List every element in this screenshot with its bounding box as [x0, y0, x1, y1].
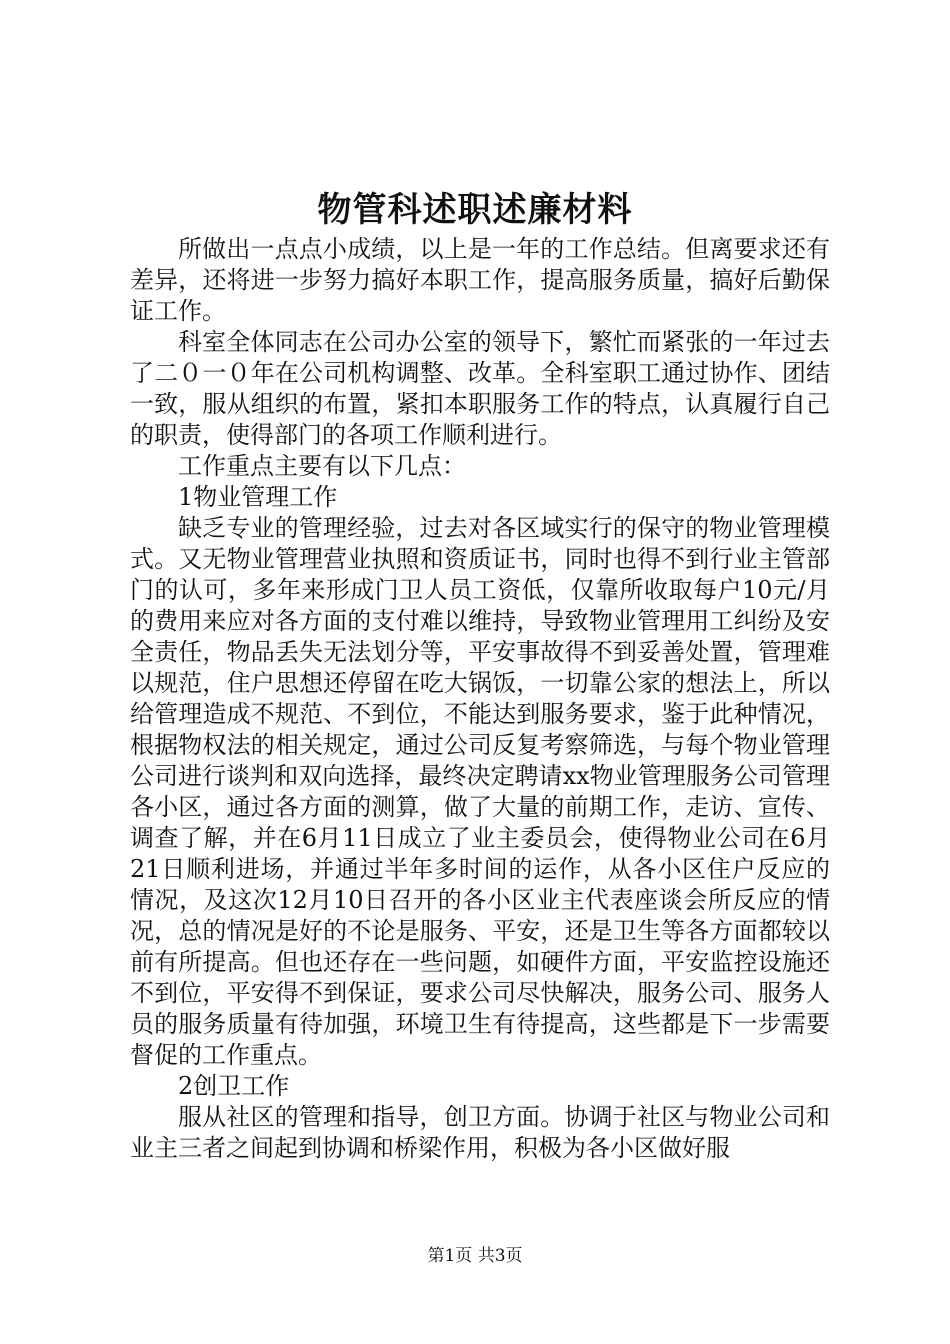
paragraph: 所做出一点点小成绩，以上是一年的工作总结。但离要求还有差异，还将进一步努力搞好本职工作，提高服务质量，搞好后勤保证工作。 — [130, 235, 830, 325]
document-title: 物管科述职述廉材料 — [317, 190, 633, 230]
paragraph: 服从社区的管理和指导，创卫方面。协调于社区与物业公司和业主三者之间起到协调和桥梁作用，积极为各小区做好服 — [130, 1103, 830, 1162]
section-heading: 2创卫工作 — [178, 1072, 290, 1100]
section-heading: 1物业管理工作 — [178, 483, 338, 511]
page-footer: 第1页 共3页 — [427, 1246, 523, 1266]
paragraph: 工作重点主要有以下几点： — [178, 452, 466, 480]
paragraph: 缺乏专业的管理经验，过去对各区域实行的保守的物业管理模式。又无物业管理营业执照和资质证书，同时也得不到行业主管部门的认可，多年来形成门卫人员工资低，仅靠所收取每户10元/月的费用来应对各方面的支付难以维持，导致物业管理用工纠纷及安全责任，物品丢失无法划分等，平安事故得不到妥善处置，管理难以规范，住户思想还停留在吃大锅饭，一切靠公家的想法上，所以给管理造成不规范、不到位，不能达到服务要求，鉴于此种情况，根据物权法的相关规定，通过公司反复考察筛选，与每个物业管理公司进行谈判和双向选择，最终决定聘请xx物业管理服务公司管理各小区，通过各方面的测算，做了大量的前期工作，走访、宣传、调查了解，并在6月11日成立了业主委员会，使得物业公司在6月21日顺利进场，并通过半年多时间的运作，从各小区住户反应的情况，及这次12月10日召开的各小区业主代表座谈会所反应的情况，总的情况是好的不论是服务、平安，还是卫生等各方面都较以前有所提高。但也还存在一些问题，如硬件方面，平安监控设施还不到位，平安得不到保证，要求公司尽快解决，服务公司、服务人员的服务质量有待加强，环境卫生有待提高，这些都是下一步需要督促的工作重点。 — [130, 514, 830, 1069]
document-body — [130, 234, 830, 1164]
paragraph: 科室全体同志在公司办公室的领导下，繁忙而紧张的一年过去了二０一０年在公司机构调整、改革。全科室职工通过协作、团结一致，服从组织的布置，紧扣本职服务工作的特点，认真履行自己的职责，使得部门的各项工作顺利进行。 — [130, 328, 830, 449]
